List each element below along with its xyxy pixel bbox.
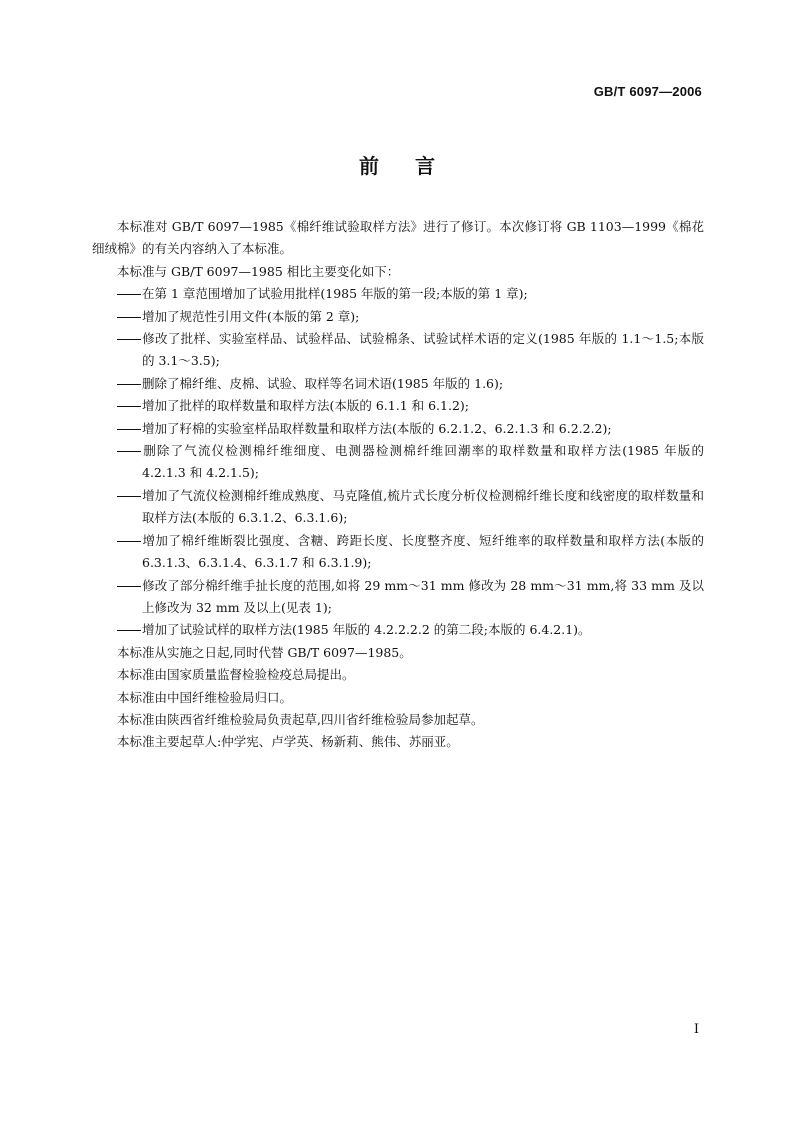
change-item	[92, 440, 704, 485]
intro-paragraph: 本标准对 GB/T 6097—1985《棉纤维试验取样方法》进行了修订。本次修订将 GB 1103—1999《棉花 细绒棉》的有关内容纳入了本标准。	[92, 219, 704, 257]
dash-marker	[117, 294, 141, 295]
change-item	[92, 619, 704, 641]
closing-paragraph: 本标准由国家质量监督检验检疫总局提出。	[117, 667, 355, 683]
change-item-text: 增加了批样的取样数量和取样方法(本版的 6.1.1 和 6.1.2);	[142, 398, 469, 414]
change-item	[92, 373, 704, 395]
page-title: 前言	[359, 154, 471, 178]
dash-marker	[117, 586, 141, 587]
foreword-body	[92, 216, 704, 754]
change-item-text: 增加了试验试样的取样方法(1985 年版的 4.2.2.2.2 的第二段;本版的 6.4.2.1)。	[142, 622, 591, 638]
change-item-text: 增加了气流仪检测棉纤维成熟度、马克隆值,梳片式长度分析仪检测棉纤维长度和线密度的取样数量和取样方法(本版的 6.3.1.2、6.3.1.6);	[142, 487, 704, 526]
change-item-text: 增加了棉纤维断裂比强度、含糖、跨距长度、长度整齐度、短纤维率的取样数量和取样方法(本版的 6.3.1.3、6.3.1.4、6.3.1.7 和 6.3.1.9);	[142, 532, 704, 571]
closing-paragraph: 本标准主要起草人:仲学宪、卢学英、杨新莉、熊伟、苏丽亚。	[117, 734, 459, 750]
change-item-text: 增加了规范性引用文件(本版的第 2 章);	[142, 308, 360, 324]
dash-marker	[117, 496, 141, 497]
change-item	[92, 328, 704, 373]
change-item-text: 删除了棉纤维、皮棉、试验、取样等名词术语(1985 年版的 1.6);	[142, 375, 504, 391]
dash-marker	[117, 406, 141, 407]
change-item	[92, 283, 704, 305]
page-number: I	[693, 1022, 699, 1037]
closing-paragraph: 本标准由陕西省纤维检验局负责起草,四川省纤维检验局参加起草。	[117, 711, 484, 727]
dash-marker	[117, 384, 141, 385]
change-item	[92, 418, 704, 440]
dash-marker	[117, 630, 141, 631]
change-item-text: 修改了部分棉纤维手扯长度的范围,如将 29 mm～31 mm 修改为 28 mm～31 mm,将 33 mm 及以上修改为 32 mm 及以上(见表 1);	[142, 577, 704, 615]
change-item	[92, 306, 704, 328]
dash-marker	[117, 429, 141, 430]
change-item-text: 修改了批样、实验室样品、试验样品、试验棉条、试验试样术语的定义(1985 年版的 1.1～1.5;本版的 3.1～3.5);	[142, 331, 704, 369]
standard-number: GB/T 6097—2006	[593, 84, 702, 99]
change-item	[92, 575, 704, 620]
dash-marker	[117, 541, 141, 542]
change-item	[92, 530, 704, 575]
change-item	[92, 485, 704, 530]
change-item	[92, 395, 704, 417]
dash-marker	[117, 451, 141, 452]
change-item-text: 增加了籽棉的实验室样品取样数量和取样方法(本版的 6.2.1.2、6.2.1.3 和 6.2.2.2);	[142, 420, 612, 436]
closing-paragraph: 本标准由中国纤维检验局归口。	[117, 689, 293, 705]
intro-paragraph: 本标准与 GB/T 6097—1985 相比主要变化如下：	[117, 263, 400, 279]
dash-marker	[117, 339, 141, 340]
change-item-text: 在第 1 章范围增加了试验用批样(1985 年版的第一段;本版的第 1 章);	[142, 286, 528, 302]
dash-marker	[117, 317, 141, 318]
closing-paragraph: 本标准从实施之日起,同时代替 GB/T 6097—1985。	[117, 644, 412, 660]
change-item-text: 删除了气流仪检测棉纤维细度、电测器检测棉纤维回潮率的取样数量和取样方法(1985 年版的 4.2.1.3 和 4.2.1.5);	[142, 443, 704, 481]
